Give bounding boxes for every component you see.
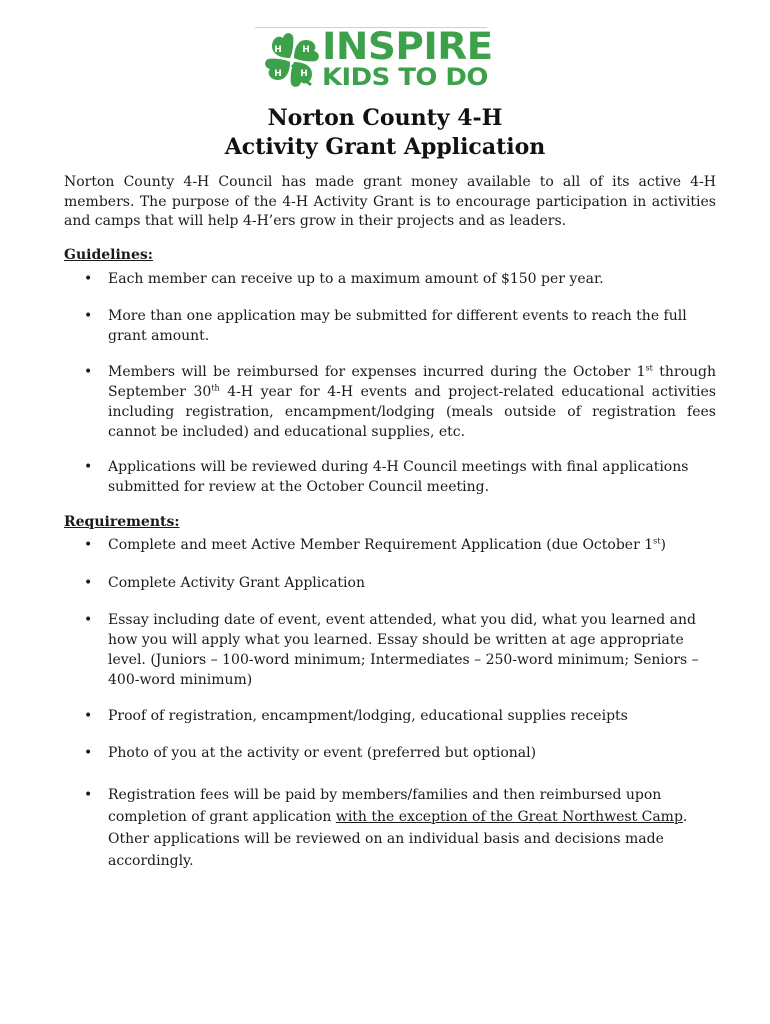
intro-paragraph [64,173,716,232]
intro-text: Norton County 4-H Council has made grant money available to all of its active 4-H members. The purpose of the 4-H Activity Grant is to encourage participation in activities and camps that will help 4-H’ers grow in their projects and as leaders. [64,174,716,229]
svg-text:H: H [300,69,308,79]
inspire-kids-to-do-logo [258,25,493,94]
logo-line-1: INSPIRE [322,25,493,68]
guideline-item: • Applications will be reviewed during 4-H Council meetings with final applications submitted for review at the October Council meeting. [108,457,716,497]
page-title-line-1: Norton County 4-H [267,105,503,131]
requirement-item: • Complete Activity Grant Application [108,573,716,593]
guideline-item: • Each member can receive up to a maximum amount of $150 per year. [108,269,716,289]
four-leaf-clover-icon [260,28,324,92]
guideline-item: • Members will be reimbursed for expenses incurred during the October 1st through September 30th 4-H year for 4-H events and project-related educational activities including registration, encampment/lodging (meals outside of registration fees cannot be included) and educational supplies, etc. [108,362,716,442]
svg-text:H: H [302,45,310,55]
guidelines-heading: Guidelines: [64,247,153,263]
great-northwest-camp-exception: with the exception of the Great Northwest Camp [335,809,683,825]
guideline-item: • More than one application may be submitted for different events to reach the full grant amount. [108,306,708,346]
requirement-item: • Proof of registration, encampment/lodging, educational supplies receipts [108,706,716,726]
requirement-item: • Essay including date of event, event attended, what you did, what you learned and how you will apply what you learned. Essay should be written at age appropriate level. (Juniors – 100-word minimum; Intermediates – 250-word minimum; Seniors – 400-word minimum) [108,610,708,690]
requirement-item: • Complete and meet Active Member Requirement Application (due October 1st) [108,535,716,555]
requirement-item: • Registration fees will be paid by members/families and then reimbursed upon completion of grant application with the exception of the Great Northwest Camp. Other applications will be reviewed on an individual basis and decisions made accordingly. [108,784,713,872]
svg-text:H: H [274,45,282,55]
page-title-line-2: Activity Grant Application [224,134,546,160]
svg-text:H: H [274,69,282,79]
logo-line-2: KIDS TO DO [322,63,488,91]
requirement-item: • Photo of you at the activity or event (preferred but optional) [108,743,716,763]
requirements-heading: Requirements: [64,514,180,530]
